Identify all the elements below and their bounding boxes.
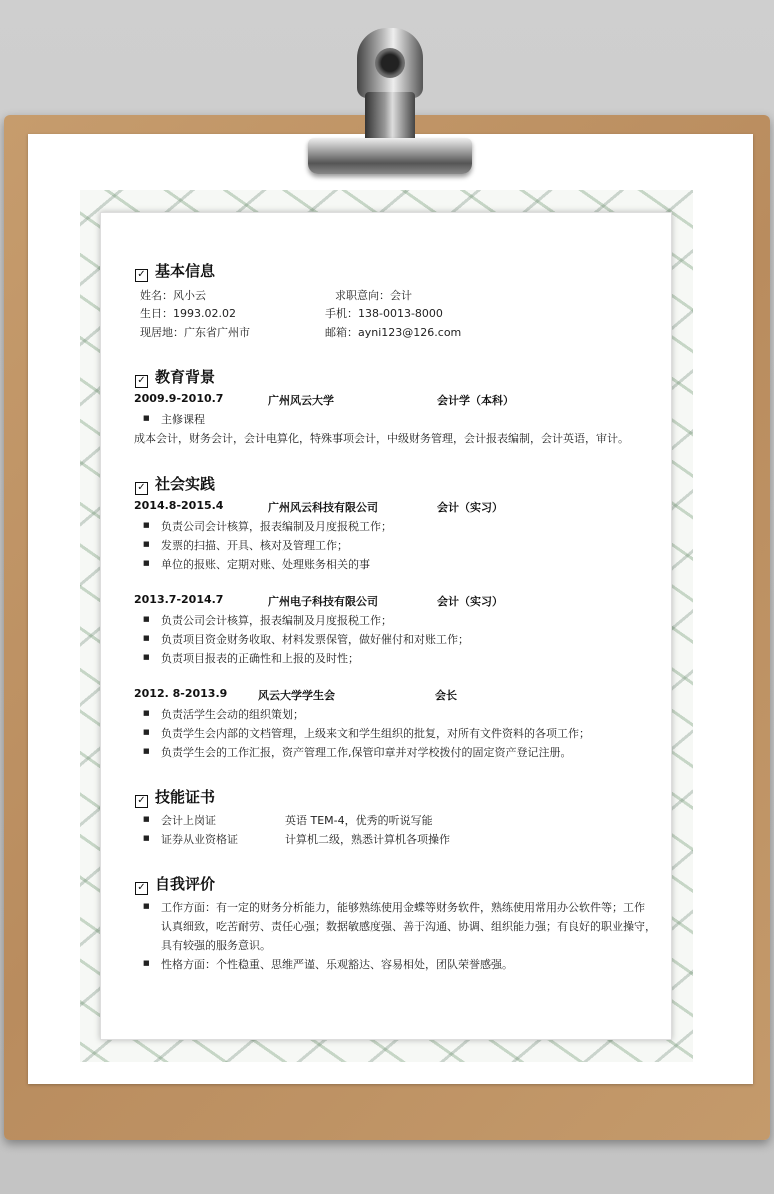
job3-org: 风云大学学生会 [258, 689, 335, 702]
clip-hole [375, 48, 405, 78]
basic-name: 姓名：风小云 [140, 289, 206, 302]
basic-birth: 生日：1993.02.02 [140, 307, 236, 320]
checkbox-icon: ✓ [135, 882, 148, 895]
edu-period: 2009.9-2010.7 [134, 392, 224, 405]
job3-item: ■ 负责学生会的工作汇报，资产管理工作,保管印章并对学校拨付的固定资产登记注册。 [161, 744, 572, 760]
job1-org: 广州风云科技有限公司 [268, 501, 378, 514]
self-work-line: 认真细致，吃苦耐劳、责任心强；数据敏感度强、善于沟通、协调、组织能力强；有良好的职业操守， [161, 920, 656, 933]
basic-phone: 手机：138-0013-8000 [325, 307, 443, 320]
checkbox-icon: ✓ [135, 375, 148, 388]
job3-item: ■ 负责学生会内部的文档管理，上级来文和学生组织的批复，对所有文件资料的各项工作； [161, 725, 590, 741]
skill-cert: ■ 证券从业资格证 [161, 831, 238, 847]
clip-bar [308, 138, 472, 174]
checkbox-icon: ✓ [135, 482, 148, 495]
basic-intent: 求职意向：会计 [335, 289, 412, 302]
job3-role: 会长 [435, 689, 457, 702]
self-work-line: 具有较强的服务意识。 [161, 939, 271, 952]
checkbox-icon: ✓ [135, 795, 148, 808]
job2-role: 会计（实习） [437, 595, 503, 608]
skill-cert: ■ 会计上岗证 [161, 812, 216, 828]
skill-desc: 英语 TEM-4，优秀的听说写能 [285, 814, 433, 827]
job2-org: 广州电子科技有限公司 [268, 595, 378, 608]
job3-period: 2012. 8-2013.9 [134, 687, 228, 700]
skill-desc: 计算机二级，熟悉计算机各项操作 [285, 833, 450, 846]
edu-bullet: ■ 主修课程 [161, 411, 205, 427]
self-personality: ■ 性格方面：个性稳重、思维严谨、乐观豁达、容易相处，团队荣誉感强。 [161, 956, 513, 972]
job1-item: ■ 单位的报账、定期对账、处理账务相关的事 [161, 556, 370, 572]
basic-address: 现居地：广东省广州市 [140, 326, 250, 339]
edu-courses: 成本会计，财务会计，会计电算化，特殊事项会计，中级财务管理，会计报表编制，会计英语，审计。 [134, 432, 629, 445]
job2-item: ■ 负责项目资金财务收取、材料发票保管，做好催付和对账工作； [161, 631, 469, 647]
job2-item: ■ 负责项目报表的正确性和上报的及时性； [161, 650, 359, 666]
job2-period: 2013.7-2014.7 [134, 593, 224, 606]
checkbox-icon: ✓ [135, 269, 148, 282]
job1-period: 2014.8-2015.4 [134, 499, 224, 512]
job3-item: ■ 负责活学生会动的组织策划； [161, 706, 304, 722]
job2-item: ■ 负责公司会计核算，报表编制及月度报税工作； [161, 612, 392, 628]
self-work-line: ■ 工作方面：有一定的财务分析能力，能够熟练使用金蝶等财务软件，熟练使用常用办公软件等；工作 [161, 899, 645, 915]
job1-item: ■ 发票的扫描、开具、核对及管理工作； [161, 537, 348, 553]
edu-major: 会计学（本科） [437, 394, 514, 407]
job1-item: ■ 负责公司会计核算，报表编制及月度报税工作； [161, 518, 392, 534]
section-self-title: ✓ 自我评价 [135, 873, 215, 894]
job1-role: 会计（实习） [437, 501, 503, 514]
edu-school: 广州风云大学 [268, 394, 334, 407]
section-practice-title: ✓ 社会实践 [135, 473, 215, 494]
section-basic-title: ✓ 基本信息 [135, 260, 215, 281]
basic-email: 邮箱：ayni123@126.com [325, 326, 462, 339]
section-skills-title: ✓ 技能证书 [135, 786, 215, 807]
section-education-title: ✓ 教育背景 [135, 366, 215, 387]
